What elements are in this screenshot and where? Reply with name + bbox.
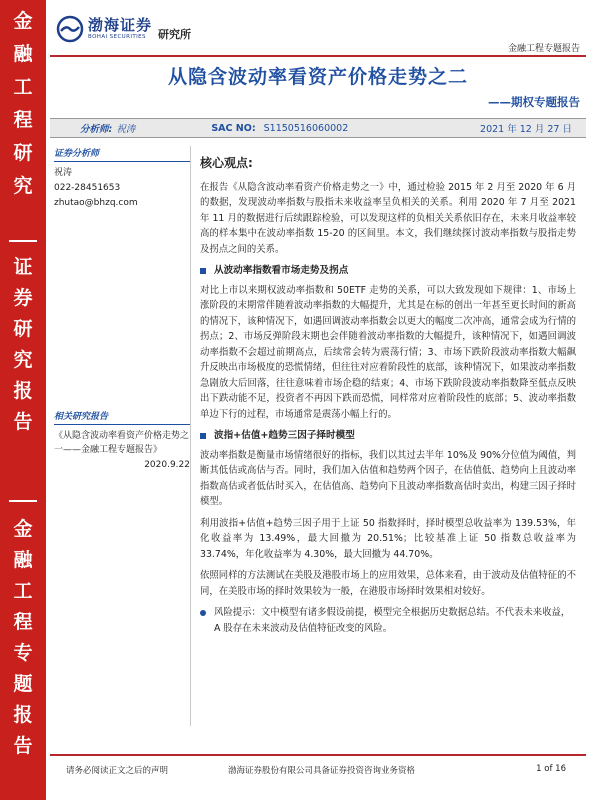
left-vertical-band <box>0 0 46 800</box>
sac-number: S1150516060002 <box>263 122 349 134</box>
logo-english-name: BOHAI SECURITIES <box>88 34 146 40</box>
band-char: 工 <box>13 580 33 602</box>
band-char: 程 <box>13 109 33 131</box>
sac-label: SAC NO: <box>211 122 256 134</box>
band-char: 题 <box>13 673 33 695</box>
footer-divider <box>50 754 586 756</box>
band-char: 程 <box>13 611 33 633</box>
core-view-heading: 核心观点: <box>200 156 253 170</box>
band-group-1 <box>13 12 32 210</box>
related-report-date: 2020.9.22 <box>144 460 190 470</box>
report-type: 金融工程专题报告 <box>507 44 580 54</box>
report-title: 从隐含波动率看资产价格走势之二 <box>167 66 468 88</box>
band-char: 告 <box>13 411 33 433</box>
section2-paragraph-2: 利用波指+估值+趋势三因子用于上证 50 指数择时，择时模型总收益率为 139.53%，年化收益率为 13.49%，最大回撤为 20.51%；比较基准上证 50 指数总收益率为 33.74%，年化收益率为 4.30%，最大回撤为 44.70%。 <box>200 517 576 560</box>
band-char: 券 <box>13 287 33 309</box>
band-char: 研 <box>13 318 33 340</box>
report-date: 2021 年 12 月 27 日 <box>480 124 572 135</box>
band-char: 专 <box>13 642 33 664</box>
analyst-phone: 022-28451653 <box>54 183 121 193</box>
sidebar <box>54 146 190 470</box>
band-char: 证 <box>13 256 33 278</box>
page-number: 1 of 16 <box>536 764 566 774</box>
main-content <box>200 156 576 636</box>
analyst-label: 分析师: <box>80 124 113 135</box>
band-char: 融 <box>13 549 33 571</box>
band-char: 究 <box>13 175 33 197</box>
logo-chinese-name: 渤海证券 <box>88 16 153 34</box>
related-report-title[interactable]: 《从隐含波动率看资产价格走势之一——金融工程专题报告》 <box>54 431 190 455</box>
section2-title: 波指+估值+趋势三因子择时模型 <box>214 430 355 441</box>
bohai-logo-icon <box>56 15 84 43</box>
analyst-name: 祝涛 <box>116 124 136 135</box>
round-bullet-icon <box>200 610 206 616</box>
square-bullet-icon <box>200 268 206 274</box>
section2-paragraph-1: 波动率指数是衡量市场情绪很好的指标，我们以其过去半年 10%及 90%分位值为阈值，判断其低估或高估与否。同时，我们加入估值和趋势两个因子，在估值低、趋势向上且波动率指数高估或者低估时买入，在估值高、趋势向下且波动率指数高估时卖出，构建三因子择时模型。 <box>200 449 576 507</box>
intro-paragraph: 在报告《从隐含波动率看资产价格走势之一》中，通过检验 2015 年 2 月至 2020 年 6 月的数据，发现波动率指数与股指未来收益率呈负相关的关系。利用 2020 年 7 月至 2021 年 11 月的数据进行后续跟踪检验，可以发现这样的负相关关系依旧存在，未来月收益率较高的样本集中在波动率指数 15-20 的区间里。本文，我们继续探讨波动率指数与股指走势及拐点之间的关系。 <box>200 181 576 255</box>
band-separator <box>9 240 37 242</box>
sidebar-analyst-name: 祝涛 <box>54 168 73 178</box>
band-group-3 <box>13 520 32 768</box>
footer-company: 渤海证券股份有限公司具备证券投资咨询业务资格 <box>228 766 416 776</box>
related-reports-heading: 相关研究报告 <box>54 409 190 425</box>
company-logo <box>56 12 191 46</box>
sidebar-divider <box>190 146 191 726</box>
band-char: 告 <box>13 735 33 757</box>
header-divider <box>50 55 586 57</box>
square-bullet-icon <box>200 433 206 439</box>
band-char: 融 <box>13 43 33 65</box>
risk-text: 风险提示：文中模型有诸多假设前提，模型完全根据历史数据总结。不代表未来收益，A 股存在未来波动及估值特征改变的风险。 <box>214 607 571 634</box>
section1-title: 从波动率指数看市场走势及拐点 <box>214 265 349 276</box>
section1-paragraph: 对比上市以来期权波动率指数和 50ETF 走势的关系，可以大致发现如下规律：1、市场上涨阶段的末期常伴随着波动率指数的大幅提升，尤其是在标的创出一年甚至更长时间的新高的情况下，该种情况下，如遇回调波动率指数会以更大的幅度二次冲高，通常会成为行情的拐点；2、市场反弹阶段末期也会伴随着波动率指数的大幅提升，该种情况下，如遇回调波动率指数不会超过前期高点，后续常会转为震荡行情；3、市场下跌阶段波动率指数大幅飙升反映出市场极度的恐慌情绪，但往往对应着阶段性的底部，该种情况下，如果波动率指数急剧放大后回落，往往意味着市场企稳的结束；4、市场下跌阶段波动率指数降至低点反映出下跌动能不足，投资者不再因下跌而恐慌，同样常对应着阶段性的底部；5、波动率指数单边下行的过程，市场通常是震荡小幅上行的。 <box>200 284 576 420</box>
band-char: 究 <box>13 349 33 371</box>
info-bar <box>50 118 586 138</box>
risk-warning <box>200 605 576 636</box>
section2-heading <box>200 428 576 444</box>
band-char: 金 <box>13 518 33 540</box>
band-char: 工 <box>13 76 33 98</box>
band-separator <box>9 500 37 502</box>
band-char: 报 <box>13 380 33 402</box>
section1-heading <box>200 263 576 279</box>
band-char: 报 <box>13 704 33 726</box>
analyst-heading: 证券分析师 <box>54 146 190 162</box>
institute-label: 研究所 <box>158 28 192 41</box>
band-char: 金 <box>13 10 33 32</box>
band-group-2 <box>13 258 32 444</box>
section2-paragraph-3: 依照同样的方法测试在美股及港股市场上的应用效果，总体来看，由于波动及估值特征的不同，在美股市场的择时效果较为一般，在港股市场择时效果相对较好。 <box>200 570 576 597</box>
band-char: 研 <box>13 142 33 164</box>
footer-disclaimer: 请务必阅读正文之后的声明 <box>66 766 169 776</box>
report-subtitle: ——期权专题报告 <box>488 95 580 109</box>
analyst-email[interactable]: zhutao@bhzq.com <box>54 198 138 208</box>
